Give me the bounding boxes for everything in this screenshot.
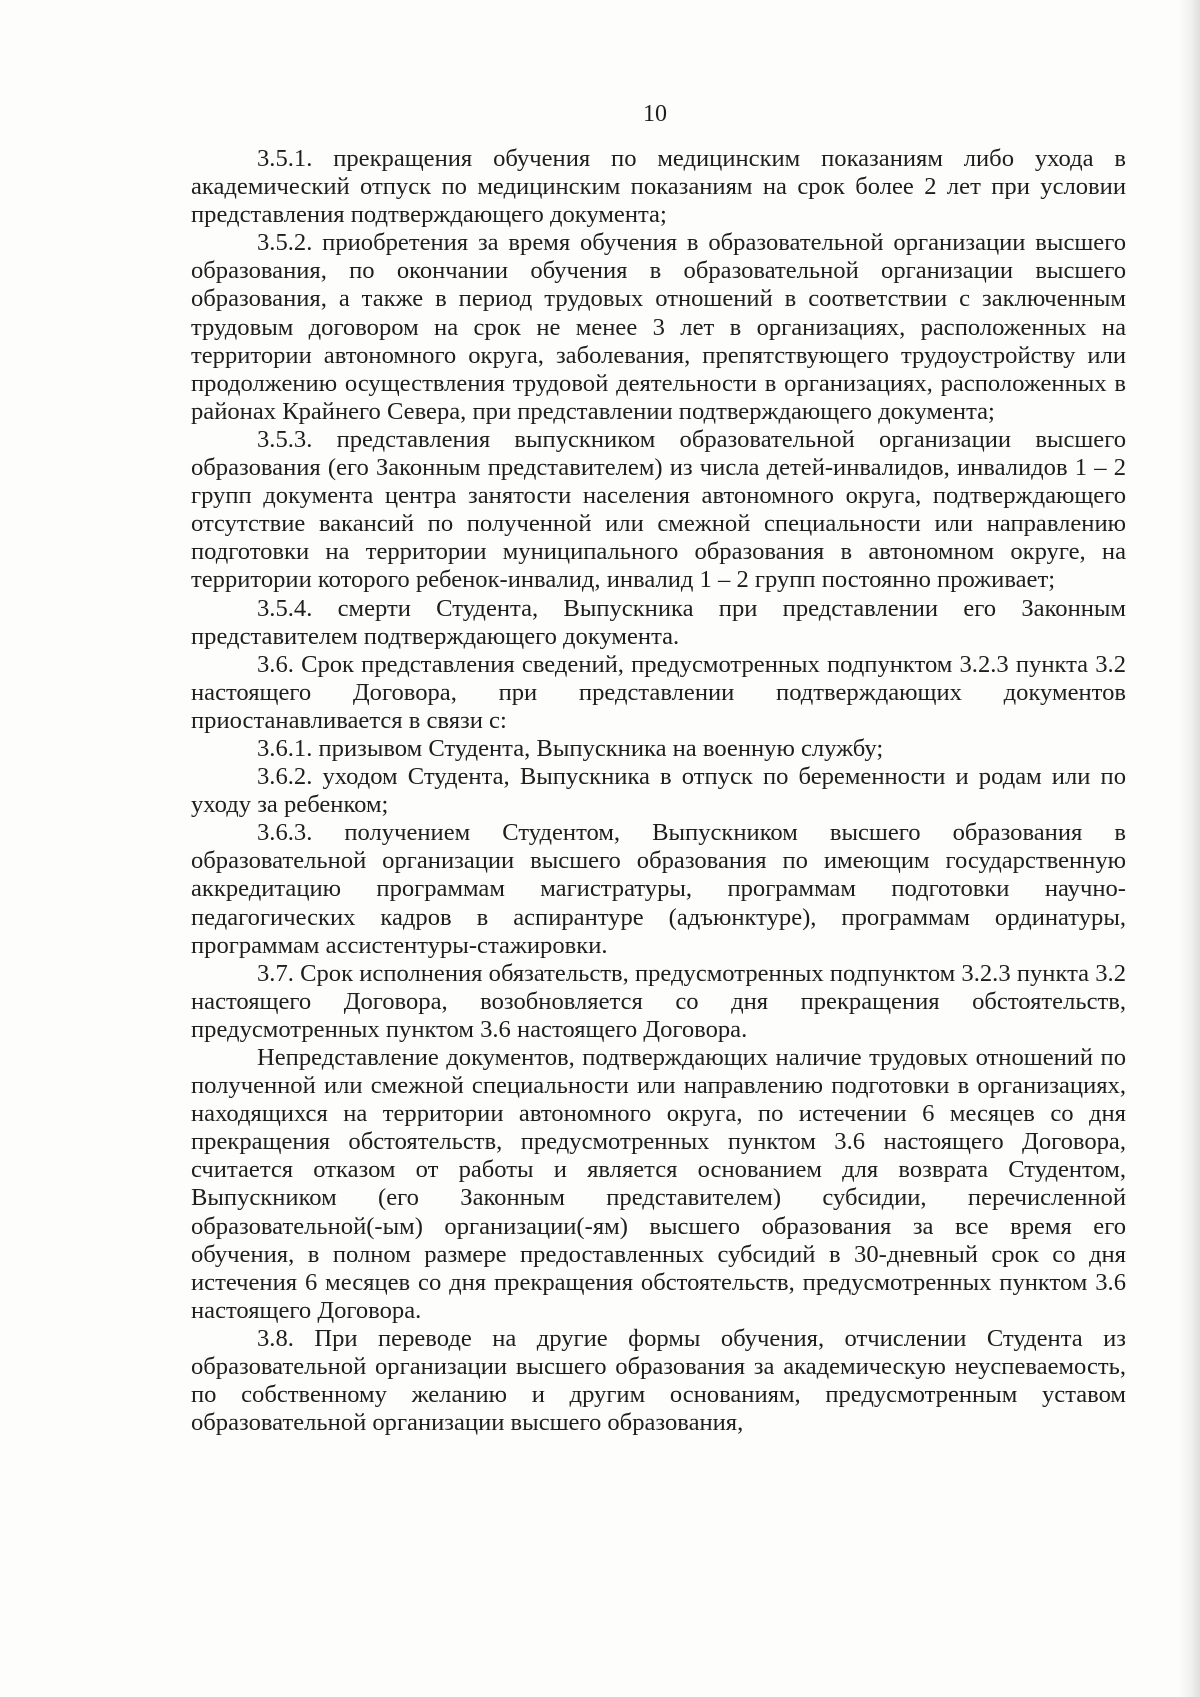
clause-3-6-3: 3.6.3. получением Студентом, Выпускником высшего образования в образовательной организации высшего образования по имеющим государственную аккредитацию программам магистратуры, программам подготовки научно-педагогических кадров в аспирантуре (адъюнктуре), программам ординатуры, программам ассистентуры-стажировки. <box>191 819 1126 959</box>
document-body <box>191 145 1126 1437</box>
clause-3-7-non-submission: Непредставление документов, подтверждающих наличие трудовых отношений по полученной или смежной специальности или направлению подготовки в организациях, находящихся на территории автономного округа, по истечении 6 месяцев со дня прекращения обстоятельств, предусмотренных пунктом 3.6 настоящего Договора, считается отказом от работы и является основанием для возврата Студентом, Выпускником (его Законным представителем) субсидии, перечисленной образовательной(-ым) организации(-ям) высшего образования за все время его обучения, в полном размере предоставленных субсидий в 30-дневный срок со дня истечения 6 месяцев со дня прекращения обстоятельств, предусмотренных пунктом 3.6 настоящего Договора. <box>191 1044 1126 1324</box>
clause-3-6-2: 3.6.2. уходом Студента, Выпускника в отпуск по беременности и родам или по уходу за ребенком; <box>191 763 1126 819</box>
clause-3-5-4: 3.5.4. смерти Студента, Выпускника при представлении его Законным представителем подтверждающего документа. <box>191 594 1126 650</box>
clause-3-8: 3.8. При переводе на другие формы обучения, отчислении Студента из образовательной организации высшего образования за академическую неуспеваемость, по собственному желанию и другим основаниям, предусмотренным уставом образовательной организации высшего образования, <box>191 1324 1126 1437</box>
clause-3-5-2: 3.5.2. приобретения за время обучения в образовательной организации высшего образования, по окончании обучения в образовательной организации высшего образования, а также в период трудовых отношений в соответствии с заключенным трудовым договором на срок не менее 3 лет в организациях, расположенных на территории автономного округа, заболевания, препятствующего трудоустройству или продолжению осуществления трудовой деятельности в организациях, расположенных в районах Крайнего Севера, при представлении подтверждающего документа; <box>191 229 1126 425</box>
clause-3-6: 3.6. Срок представления сведений, предусмотренных подпунктом 3.2.3 пункта 3.2 настоящего Договора, при представлении подтверждающих документов приостанавливается в связи с: <box>191 650 1126 734</box>
clause-3-6-1: 3.6.1. призывом Студента, Выпускника на военную службу; <box>257 734 884 762</box>
clause-3-5-3: 3.5.3. представления выпускником образовательной организации высшего образования (его Законным представителем) из числа детей-инвалидов, инвалидов 1 – 2 групп документа центра занятости населения автономного округа, подтверждающего отсутствие вакансий по полученной или смежной специальности или направлению подготовки на территории муниципального образования в автономном округе, на территории которого ребенок-инвалид, инвалид 1 – 2 групп постоянно проживает; <box>191 425 1126 594</box>
page-number: 10 <box>643 101 667 127</box>
clause-3-5-1: 3.5.1. прекращения обучения по медицинским показаниям либо ухода в академический отпуск по медицинским показаниям на срок более 2 лет при условии представления подтверждающего документа; <box>191 145 1126 229</box>
scan-shadow-edge <box>1178 0 1200 1697</box>
clause-3-7: 3.7. Срок исполнения обязательств, предусмотренных подпунктом 3.2.3 пункта 3.2 настоящего Договора, возобновляется со дня прекращения обстоятельств, предусмотренных пунктом 3.6 настоящего Договора. <box>191 959 1126 1043</box>
